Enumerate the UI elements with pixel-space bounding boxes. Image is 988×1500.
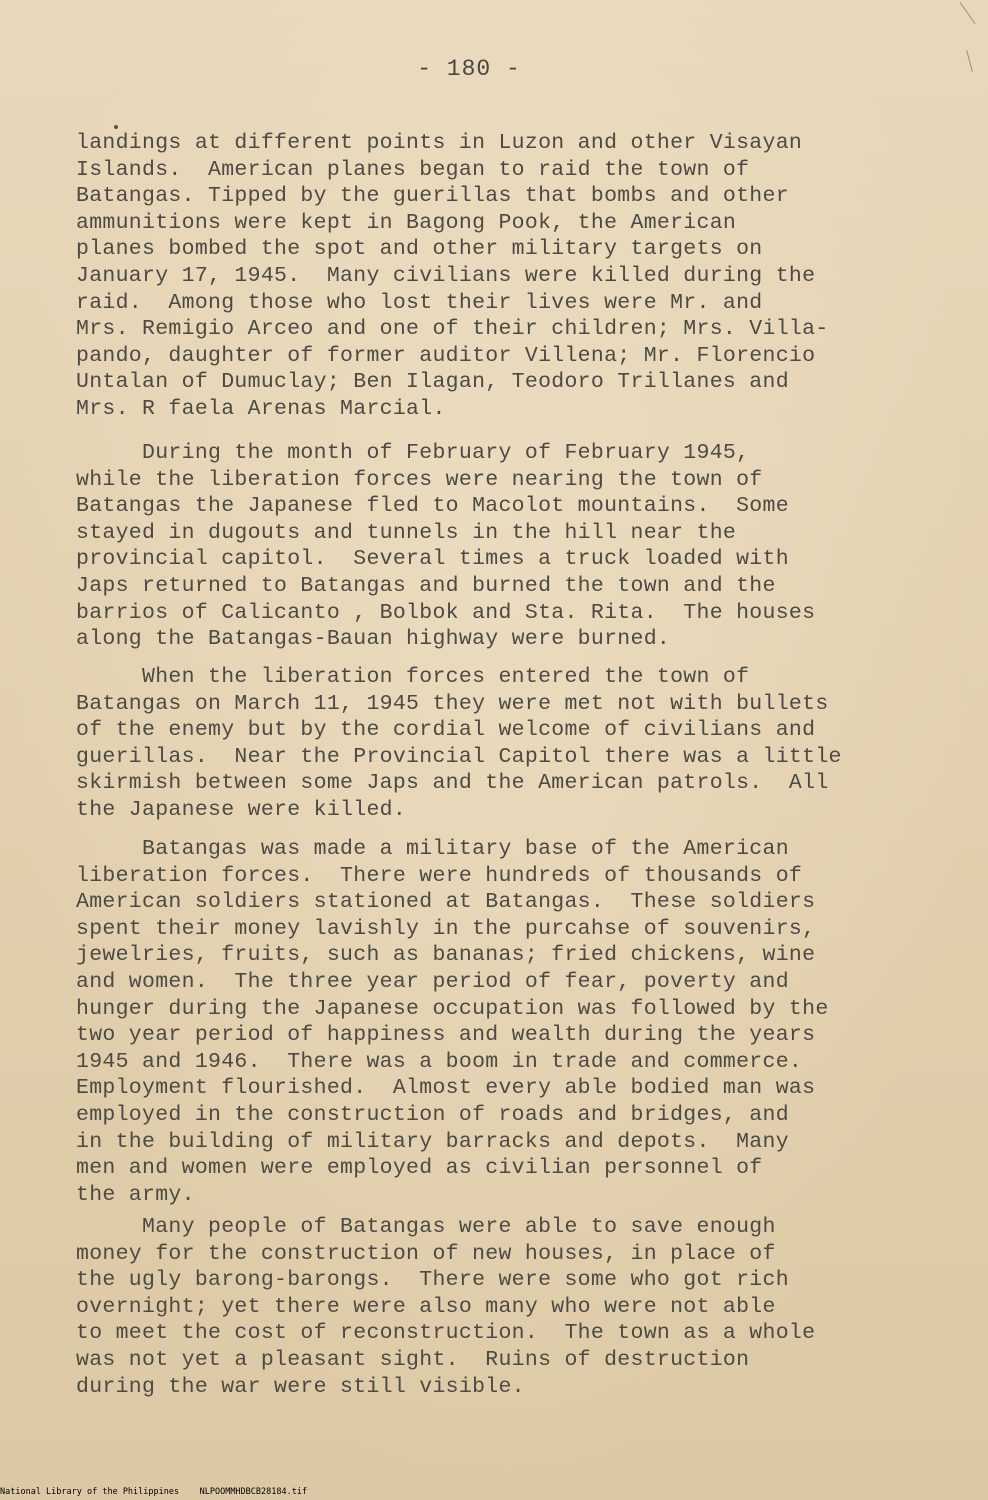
paragraph-4: Batangas was made a military base of the American liberation forces. There were hundreds of thousands of American soldiers stationed at Batangas. These soldiers spent their money lavishly in the purcahse of souvenirs, jewelries, fruits, such as bananas; fried chickens, wine and women. The three year period of fear, poverty and hunger during the Japanese occupation was followed by the two year period of happiness and wealth during the years 1945 and 1946. There was a boom in trade and commerce. Employment flourished. Almost every able bodied man was employed in the construction of roads and bridges, and in the building of military barracks and depots. Many men and women were employed as civilian personnel of the army. xyxy=(76,837,829,1207)
paragraph-1: landings at different points in Luzon and other Visayan Islands. American planes began to raid the town of Batangas. Tipped by the guerillas that bombs and other ammunitions were kept in Bagong Pook, the American planes bombed the spot and other military targets on January 17, 1945. Many civilians were killed during the raid. Among those who lost their lives were Mr. and Mrs. Remigio Arceo and one of their children; Mrs. Villa- pando, daughter of former auditor Villena; Mr. Florencio Untalan of Dumuclay; Ben Ilagan, Teodoro Trillanes and Mrs. R faela Arenas Marcial. xyxy=(76,131,829,421)
footer-library: National Library of the Philippines xyxy=(0,1487,180,1497)
paragraph-2: During the month of February of February 1945, while the liberation forces were nearing the town of Batangas the Japanese fled to Macolot mountains. Some stayed in dugouts and tunnels in the hill near the provincial capitol. Several times a truck loaded with Japs returned to Batangas and burned the town and the barrios of Calicanto , Bolbok and Sta. Rita. The houses along the Batangas-Bauan highway were burned. xyxy=(76,441,816,652)
paragraph-5: Many people of Batangas were able to save enough money for the construction of new houses, in place of the ugly barong-barongs. There were some who got rich overnight; yet there were also many who were not able to meet the cost of reconstruction. The town as a whole was not yet a pleasant sight. Ruins of destruction during the war were still visible. xyxy=(76,1215,816,1399)
paper-edge-mark xyxy=(966,50,973,72)
footer-filename: NLPOOMMHDBCB28184.tif xyxy=(199,1487,308,1497)
paper-edge-mark xyxy=(960,2,976,24)
scan-footer xyxy=(0,1487,307,1497)
ink-dot xyxy=(114,125,118,129)
paragraph-3: When the liberation forces entered the town of Batangas on March 11, 1945 they were met not with bullets of the enemy but by the cordial welcome of civilians and guerillas. Near the Provincial Capitol there was a little skirmish between some Japs and the American patrols. All the Japanese were killed. xyxy=(76,665,842,822)
page-number: - 180 - xyxy=(417,56,521,82)
